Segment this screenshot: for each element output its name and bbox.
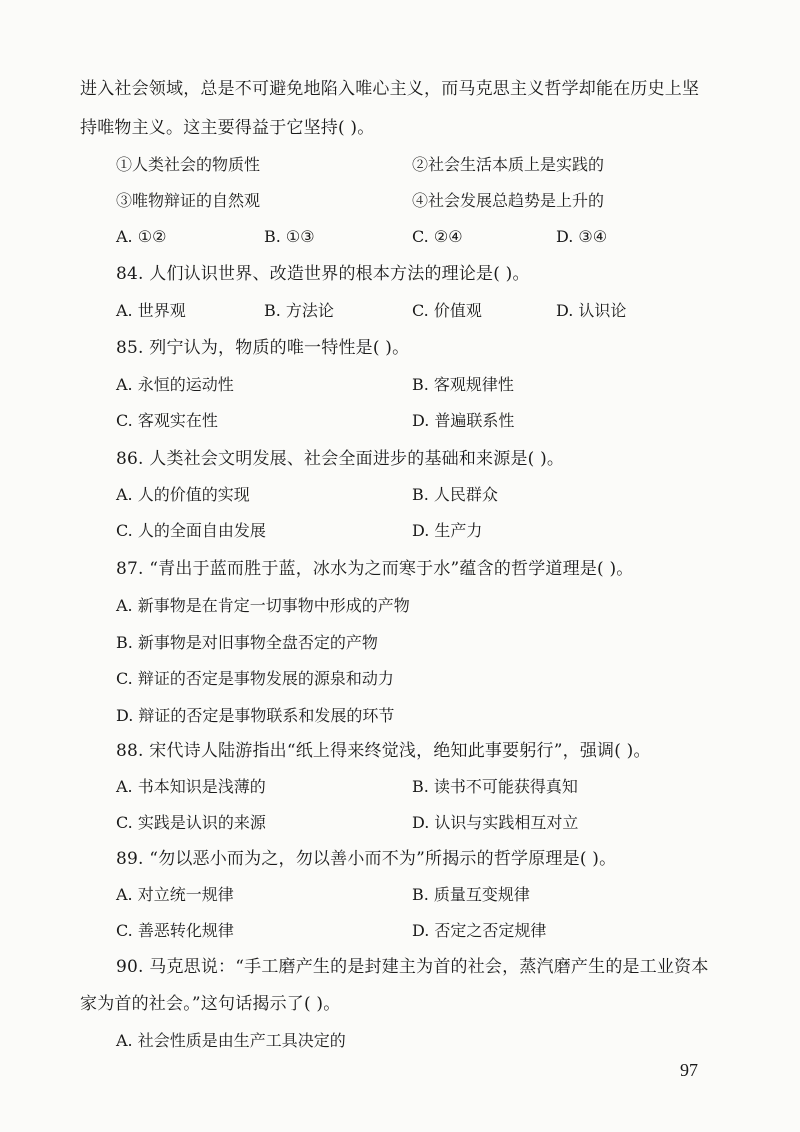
q89-option-c: C. 善恶转化规律 [116, 921, 234, 940]
q87-stem: 87. “青出于蓝而胜于蓝，冰水为之而寒于水”蕴含的哲学道理是( )。 [116, 559, 634, 579]
q83-option-c: C. ②④ [412, 227, 463, 246]
q85-option-d: D. 普遍联系性 [412, 411, 515, 430]
q83-item-4: ④社会发展总趋势是上升的 [412, 191, 605, 210]
q85-option-a: A. 永恒的运动性 [116, 375, 234, 394]
q86-option-b: B. 人民群众 [412, 485, 498, 504]
q89-option-d: D. 否定之否定规律 [412, 921, 547, 940]
q85-option-b: B. 客观规律性 [412, 375, 514, 394]
q90-stem-line2: 家为首的社会。”这句话揭示了( )。 [80, 994, 341, 1014]
q88-option-a: A. 书本知识是浅薄的 [116, 777, 266, 796]
q87-option-c: C. 辩证的否定是事物发展的源泉和动力 [116, 669, 394, 688]
q85-option-c: C. 客观实在性 [116, 411, 218, 430]
q89-stem: 89. “勿以恶小而为之，勿以善小而不为”所揭示的哲学原理是( )。 [116, 849, 617, 869]
q83-option-d: D. ③④ [556, 227, 608, 246]
q85-stem: 85. 列宁认为，物质的唯一特性是( )。 [116, 338, 410, 358]
q88-option-d: D. 认识与实践相互对立 [412, 813, 579, 832]
q89-option-a: A. 对立统一规律 [116, 885, 234, 904]
q83-option-b: B. ①③ [264, 227, 315, 246]
q83-item-3: ③唯物辩证的自然观 [116, 191, 261, 210]
q89-option-b: B. 质量互变规律 [412, 885, 530, 904]
q87-option-a: A. 新事物是在肯定一切事物中形成的产物 [116, 596, 410, 615]
q90-option-a: A. 社会性质是由生产工具决定的 [116, 1031, 346, 1050]
q88-stem: 88. 宋代诗人陆游指出“纸上得来终觉浅，绝知此事要躬行”，强调( )。 [116, 741, 651, 761]
q83-option-a: A. ①② [116, 227, 167, 246]
q83-item-2: ②社会生活本质上是实践的 [412, 155, 605, 174]
q84-option-b: B. 方法论 [264, 301, 334, 320]
q84-option-a: A. 世界观 [116, 301, 186, 320]
page-number: 97 [680, 1060, 698, 1080]
q86-option-a: A. 人的价值的实现 [116, 485, 250, 504]
q88-option-c: C. 实践是认识的来源 [116, 813, 266, 832]
q84-option-d: D. 认识论 [556, 301, 627, 320]
q90-stem-line1: 90. 马克思说：“手工磨产生的是封建主为首的社会，蒸汽磨产生的是工业资本 [116, 957, 709, 977]
q87-option-d: D. 辩证的否定是事物联系和发展的环节 [116, 706, 395, 725]
q87-option-b: B. 新事物是对旧事物全盘否定的产物 [116, 633, 378, 652]
q83-item-1: ①人类社会的物质性 [116, 155, 261, 174]
q84-stem: 84. 人们认识世界、改造世界的根本方法的理论是( )。 [116, 264, 530, 284]
q86-stem: 86. 人类社会文明发展、社会全面进步的基础和来源是( )。 [116, 449, 565, 469]
q83-stem-line1: 进入社会领域，总是不可避免地陷入唯心主义，而马克思主义哲学却能在历史上坚 [80, 79, 700, 99]
q83-stem-line2: 持唯物主义。这主要得益于它坚持( )。 [80, 118, 375, 138]
q84-option-c: C. 价值观 [412, 301, 482, 320]
q86-option-d: D. 生产力 [412, 521, 483, 540]
q88-option-b: B. 读书不可能获得真知 [412, 777, 578, 796]
q86-option-c: C. 人的全面自由发展 [116, 521, 266, 540]
